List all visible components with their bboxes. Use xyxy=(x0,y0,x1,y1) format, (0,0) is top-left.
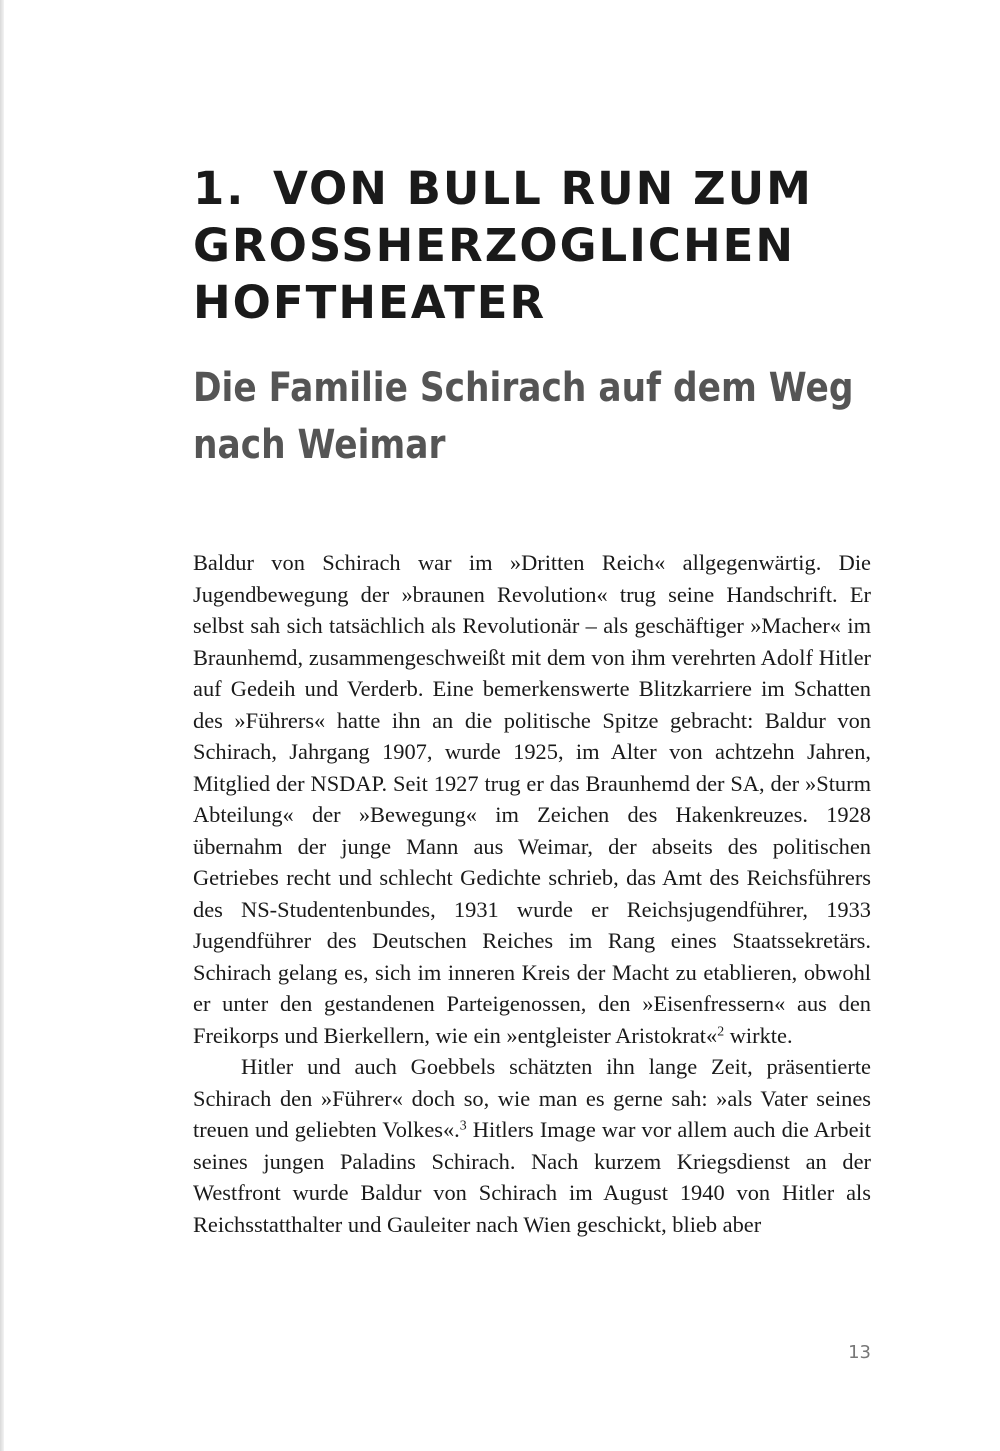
chapter-title-line2: GROSSHERZOGLICHEN xyxy=(193,219,796,272)
paragraph-1 xyxy=(193,547,871,1051)
chapter-title-line3: HOFTHEATER xyxy=(193,276,547,329)
chapter-number: 1. xyxy=(193,162,246,215)
footnote-ref-2[interactable]: 2 xyxy=(717,1023,725,1039)
paragraph-1-text: Baldur von Schirach war im »Dritten Reich« allgegenwärtig. Die Jugendbewegung der »braunen Revolution« trug seine Handschrift. Er selbst sah sich tatsächlich als Revolutionär – als geschäftiger »Macher« im Braunhemd, zusammengeschweißt mit dem von ihm verehrten Adolf Hitler auf Gedeih und Verderb. Eine bemerkenswerte Blitzkarriere im Schatten des »Führers« hatte ihn an die politische Spitze gebracht: Baldur von Schirach, Jahrgang 1907, wurde 1925, im Alter von achtzehn Jahren, Mitglied der NSDAP. Seit 1927 trug er das Braunhemd der SA, der »Sturm Abteilung« der »Bewegung« im Zeichen des Hakenkreuzes. 1928 übernahm der junge Mann aus Weimar, der abseits des politischen Getriebes recht und schlecht Gedichte schrieb, das Amt des Reichsführers des NS-Studentenbundes, 1931 wurde er Reichsjugendführer, 1933 Jugendführer des Deutschen Reiches im Rang eines Staatssekretärs. Schirach gelang es, sich im inneren Kreis der Macht zu etablieren, obwohl er unter den gestandenen Parteigenossen, den »Eisenfressern« aus den Freikorps und Bierkellern, wie ein »entgleister Aristokrat« xyxy=(193,550,871,1048)
page-number: 13 xyxy=(848,1342,871,1363)
chapter-title xyxy=(193,160,893,331)
footnote-ref-3[interactable]: 3 xyxy=(459,1118,467,1134)
paragraph-2 xyxy=(193,1051,871,1240)
subtitle-line1: Die Familie Schirach auf dem Weg xyxy=(193,365,854,411)
chapter-title-line1: VON BULL RUN ZUM xyxy=(273,162,813,215)
chapter-subtitle xyxy=(193,360,881,474)
paragraph-1-end: wirkte. xyxy=(724,1022,793,1048)
subtitle-line2: nach Weimar xyxy=(193,422,446,468)
paragraph-2-end: Hitlers Image war vor allem auch die Arbeit seines jungen Paladins Schirach. Nach kurzem Kriegsdienst an der Westfront wurde Baldur von Schirach im August 1940 von Hitler als Reichsstatthalter und Gauleiter nach Wien geschickt, blieb aber xyxy=(193,1117,871,1237)
body-text xyxy=(193,547,871,1240)
paragraph-2-text: Hitler und auch Goebbels schätzten ihn lange Zeit, präsentierte Schirach den »Führer« doch so, wie man es gerne sah: »als Vater seines treuen und geliebten Volkes«. xyxy=(193,1054,871,1142)
